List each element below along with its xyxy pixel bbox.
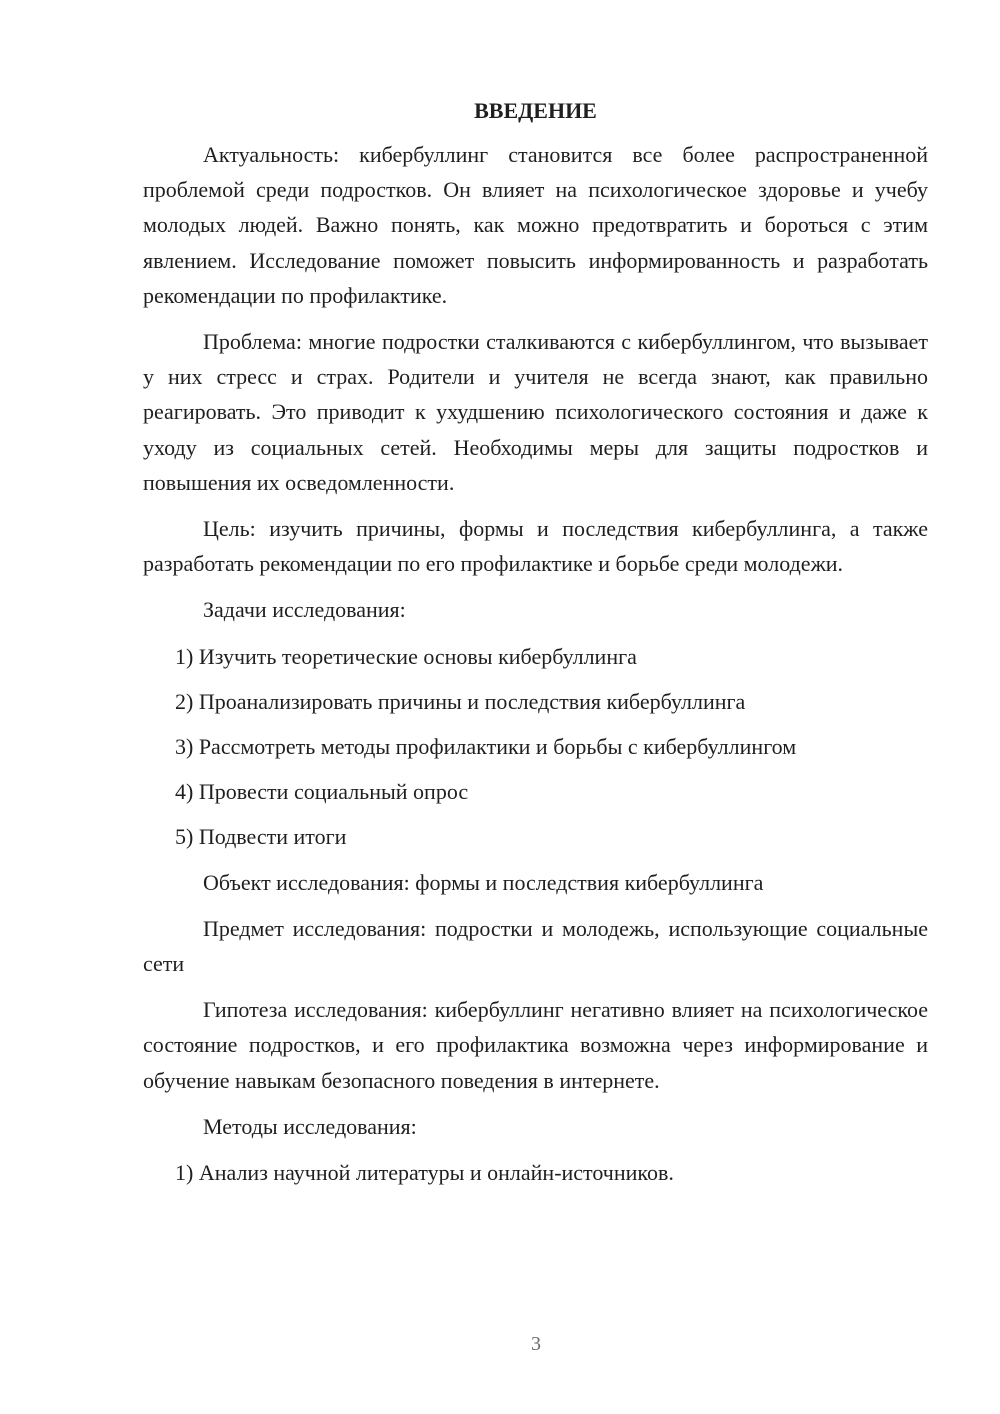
tasks-heading: Задачи исследования: (203, 597, 406, 623)
list-item: 3) Рассмотреть методы профилактики и борьбы с кибербуллингом (175, 734, 797, 760)
list-item: 4) Провести социальный опрос (175, 779, 469, 805)
list-item: 5) Подвести итоги (175, 824, 347, 850)
list-item: 1) Изучить теоретические основы кибербуллинга (175, 643, 637, 669)
tasks-list (143, 639, 928, 855)
goal-paragraph: Цель: изучить причины, формы и последствия кибербуллинга, а также разработать рекомендации по его профилактике и борьбе среди молодежи. (143, 516, 928, 577)
hypothesis-paragraph: Гипотеза исследования: кибербуллинг негативно влияет на психологическое состояние подростков, и его профилактика возможна через информирование и обучение навыкам безопасного поведения в интернете. (143, 997, 928, 1093)
subject-paragraph: Предмет исследования: подростки и молодежь, использующие социальные сети (143, 915, 928, 977)
section-title: ВВЕДЕНИЕ (474, 98, 597, 123)
page-content (143, 96, 928, 1200)
methods-list (143, 1155, 928, 1190)
relevance-paragraph: Актуальность: кибербуллинг становится все более распространенной проблемой среди подростков. Он влияет на психологическое здоровье и учебу молодых людей. Важно понять, как можно предотвратить и бороться с этим явлением. Исследование поможет повысить информированность и разработать рекомендации по профилактике. (143, 142, 928, 308)
methods-heading: Методы исследования: (203, 1113, 417, 1139)
object-paragraph: Объект исследования: формы и последствия кибербуллинга (203, 869, 764, 895)
list-item: 2) Проанализировать причины и последствия кибербуллинга (175, 688, 746, 714)
page-number: 3 (531, 1333, 541, 1355)
list-item: 1) Анализ научной литературы и онлайн-источников. (175, 1160, 674, 1186)
problem-paragraph: Проблема: многие подростки сталкиваются с кибербуллингом, что вызывает у них стресс и страх. Родители и учителя не всегда знают, как правильно реагировать. Это приводит к ухудшению психологического состояния и даже к уходу из социальных сетей. Необходимы меры для защиты подростков и повышения их осведомленности. (143, 329, 928, 495)
